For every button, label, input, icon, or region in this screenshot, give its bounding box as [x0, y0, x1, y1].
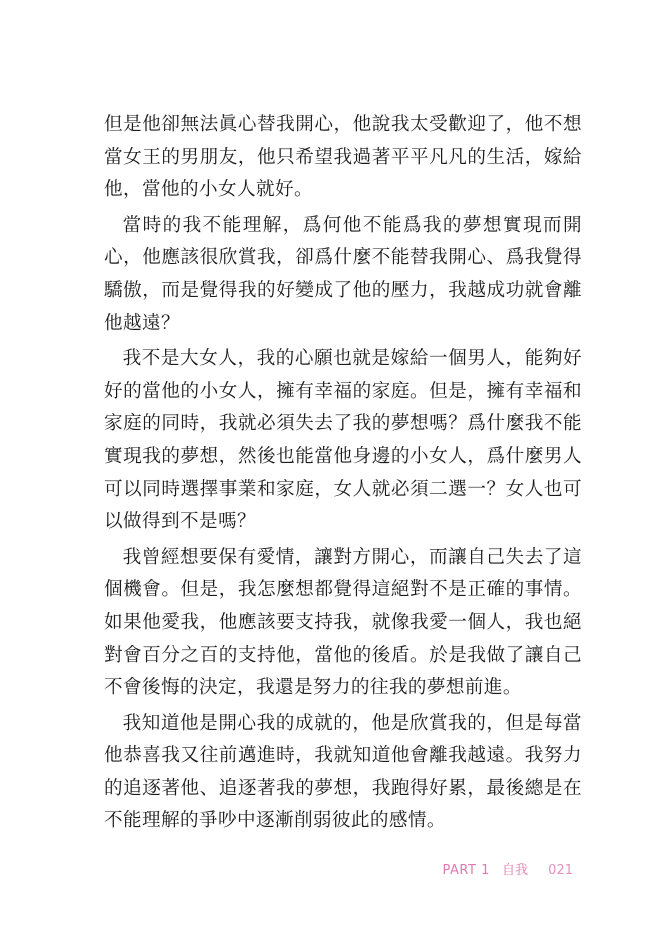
paragraph-5: 我知道他是開心我的成就的，他是欣賞我的，但是每當他恭喜我又往前邁進時，我就知道他會離我越遠。我努力的追逐著他、追逐著我的夢想，我跑得好累，最後總是在不能理解的爭吵中逐漸削弱彼此的感情。	[104, 712, 582, 832]
footer-part-label: PART 1	[442, 863, 490, 878]
paragraph-1: 但是他卻無法眞心替我開心，他說我太受歡迎了，他不想當女王的男朋友，他只希望我過著平平凡凡的生活，嫁給他，當他的小女人就好。	[104, 114, 582, 201]
paragraph-4: 我曾經想要保有愛情，讓對方開心，而讓自己失去了這個機會。但是，我怎麼想都覺得這絕對不是正確的事情。如果他愛我，他應該要支持我，就像我愛一個人，我也絕對會百分之百的支持他，當他的後盾。於是我做了讓自己不會後悔的決定，我還是努力的往我的夢想前進。	[104, 546, 582, 699]
paragraph-3: 我不是大女人，我的心願也就是嫁給一個男人，能夠好好的當他的小女人，擁有幸福的家庭。但是，擁有幸福和家庭的同時，我就必須失去了我的夢想嗎？爲什麼我不能實現我的夢想，然後也能當他身邊的小女人，爲什麼男人可以同時選擇事業和家庭，女人就必須二選一？女人也可以做得到不是嗎？	[104, 348, 582, 533]
paragraph-2: 當時的我不能理解，爲何他不能爲我的夢想實現而開心，他應該很欣賞我，卻爲什麼不能替我開心、爲我覺得驕傲，而是覺得我的好變成了他的壓力，我越成功就會離他越遠？	[104, 214, 582, 334]
footer-chapter-title: 自我	[502, 863, 529, 878]
page-number: 021	[548, 863, 573, 878]
page-footer	[0, 859, 573, 878]
body-text	[104, 109, 582, 841]
